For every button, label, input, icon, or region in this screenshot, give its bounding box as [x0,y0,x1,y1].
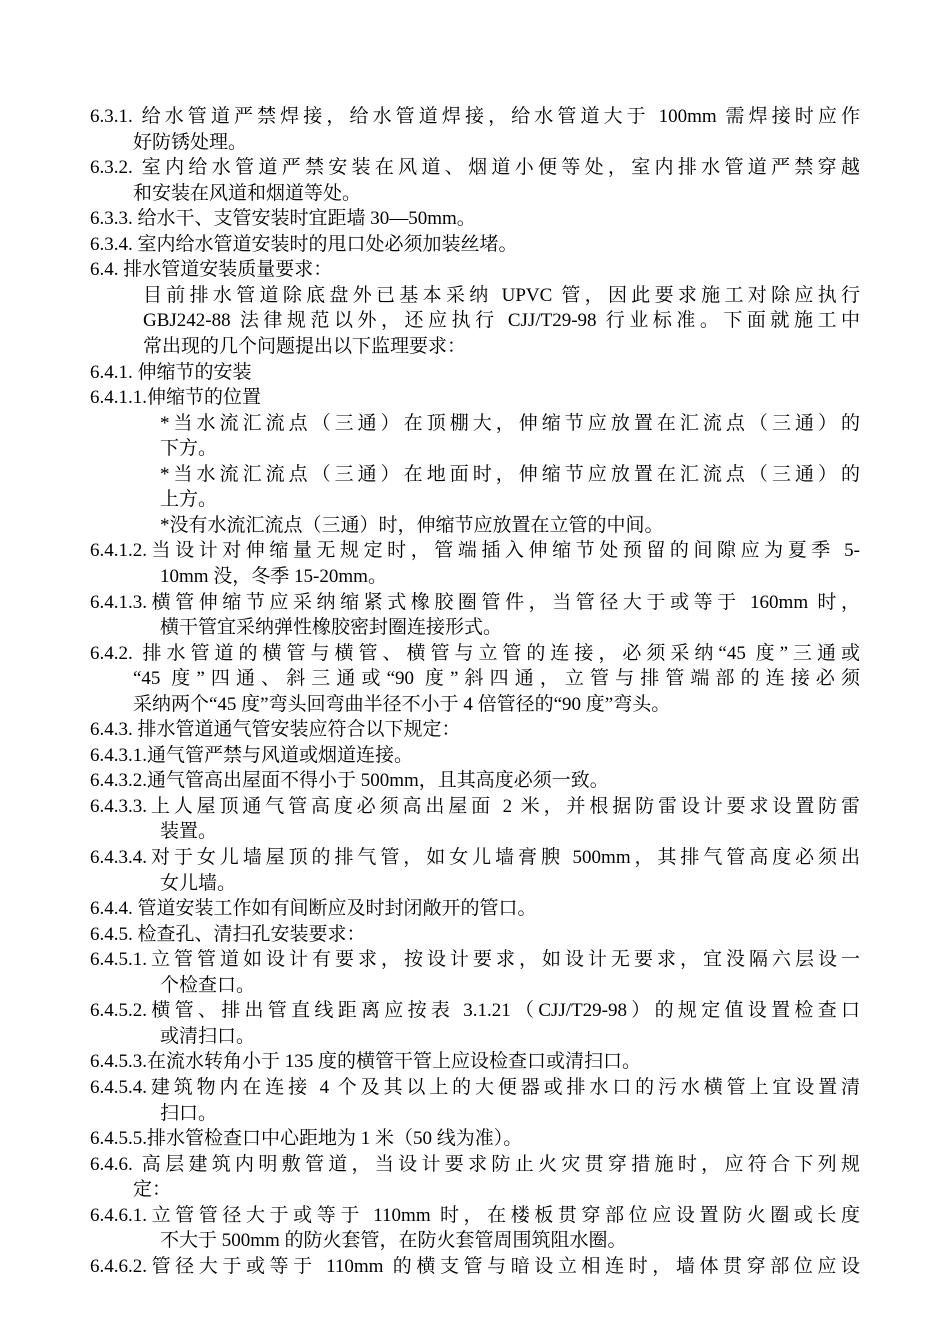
text-line: 6.4.3.1.通气管严禁与风道或烟道连接。 [90,744,414,766]
text-line: 6.4.5.3.在流水转角小于 135 度的横管干管上应设检查口或清扫口。 [90,1051,642,1073]
text-line: 6.4.3.4.对于女儿墙屋顶的排气管，如女儿墙膏腴 500mm，其排气管高度必须出 [90,847,860,868]
text-line: 6.4.1.2.当设计对伸缩量无规定时，管端插入伸缩节处预留的间隙应为夏季 5- [90,540,860,562]
text-line: 6.3.3. 给水干、支管安装时宜距墙 30—50mm。 [90,208,476,230]
text-line: 横干管宜采纳弹性橡胶密封圈连接形式。 [160,617,503,638]
text-line: 6.3.4. 室内给水管道安装时的甩口处必须加装丝堵。 [90,233,518,255]
text-line: 6.4.6. 高层建筑内明敷管道，当设计要求防止火灾贯穿措施时，应符合下列规 [90,1153,860,1175]
text-line: 6.4.5.4.建筑物内在连接 4 个及其以上的大便器或排水口的污水横管上宜设置清 [90,1076,860,1098]
text-line: 6.4.2. 排水管道的横管与横管、横管与立管的连接，必须采纳“45 度”三通或 [90,642,860,664]
text-line: 好防锈处理。 [133,131,248,153]
text-line: *没有水流汇流点（三通）时，伸缩节应放置在立管的中间。 [160,514,664,536]
text-line: *当水流汇流点（三通）在顶棚大，伸缩节应放置在汇流点（三通）的 [160,412,860,434]
text-line: 6.4. 排水管道安装质量要求： [90,259,333,281]
text-line: 6.4.1.1.伸缩节的位置 [90,387,262,409]
text-line: 下方。 [160,438,218,460]
text-line: 女儿墙。 [160,872,237,894]
text-line: 6.4.3.3.上人屋顶通气管高度必须高出屋面 2 米，并根据防雷设计要求设置防雷 [90,795,860,817]
text-line: 常出现的几个问题提出以下监理要求： [143,336,467,357]
text-line: 定： [133,1179,172,1201]
text-line: 装置。 [160,821,218,843]
text-line: 或清扫口。 [160,1025,256,1047]
text-line: “45 度”四通、斜三通或“90 度”斜四通，立管与排管端部的连接必须 [133,668,860,690]
text-line: 6.4.6.2.管径大于或等于 110mm 的横支管与暗设立相连时，墙体贯穿部位应设 [90,1255,860,1277]
text-line: 6.4.1.3.横管伸缩节应采纳缩紧式橡胶圈管件，当管径大于或等于 160mm 时， [90,591,860,613]
text-line: 6.4.4. 管道安装工作如有间断应及时封闭敞开的管口。 [90,898,537,920]
text-line: 不大于 500mm 的防火套管，在防火套管周围筑阻水圈。 [160,1230,627,1252]
text-line: 采纳两个“45 度”弯头回弯曲半径不小于 4 倍管径的“90 度”弯头。 [133,693,671,715]
text-line: 6.4.5.2.横管、排出管直线距离应按表 3.1.21（CJJ/T29-98）的规定值设置检查口 [90,1000,860,1022]
text-line: 6.3.2. 室内给水管道严禁安装在风道、烟道小便等处，室内排水管道严禁穿越 [90,157,860,179]
text-line: 目前排水管道除底盘外已基本采纳 UPVC 管，因此要求施工对除应执行 [143,284,860,306]
text-line: 扫口。 [160,1102,218,1124]
text-line: 上方。 [160,489,218,511]
text-line: 个检查口。 [160,974,256,996]
text-line: 6.4.5.1.立管管道如设计有要求，按设计要求，如设计无要求，宜没隔六层设一 [90,949,860,971]
text-line: 6.4.1. 伸缩节的安装 [90,361,252,383]
text-line: 6.4.5. 检查孔、清扫孔安装要求： [90,923,366,945]
text-line: 6.3.1. 给水管道严禁焊接，给水管道焊接，给水管道大于 100mm 需焊接时应作 [90,106,860,127]
text-line: 6.4.5.5.排水管检查口中心距地为 1 米（50 线为准）。 [90,1128,523,1149]
text-line: 10mm 没，冬季 15-20mm。 [160,565,387,587]
text-line: *当水流汇流点（三通）在地面时，伸缩节应放置在汇流点（三通）的 [160,463,860,485]
text-line: GBJ242-88 法律规范以外，还应执行 CJJ/T29-98 行业标准。下面就施工中 [143,310,860,332]
text-line: 6.4.3. 排水管道通气管安装应符合以下规定： [90,719,461,741]
text-line: 6.4.6.1.立管管径大于或等于 110mm 时，在楼板贯穿部位应设置防火圈或长度 [90,1204,860,1226]
text-line: 6.4.3.2.通气管高出屋面不得小于 500mm，且其高度必须一致。 [90,770,609,792]
text-line: 和安装在风道和烟道等处。 [133,182,362,204]
